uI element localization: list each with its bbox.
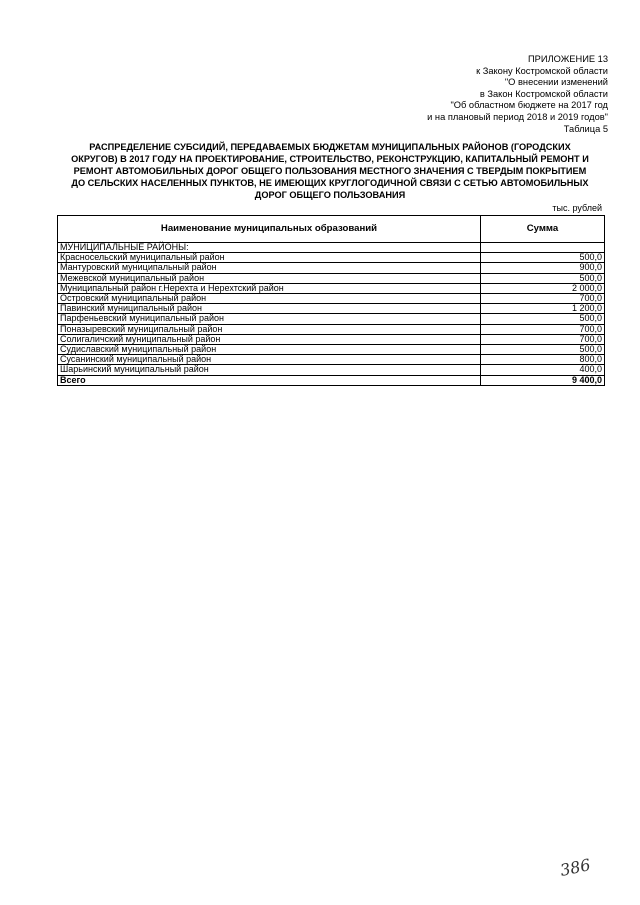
title-line: ДОРОГ ОБЩЕГО ПОЛЬЗОВАНИЯ xyxy=(254,189,406,200)
table-row xyxy=(58,294,605,304)
table-row xyxy=(58,263,605,273)
appendix-line: "О внесении изменений xyxy=(504,77,608,88)
row-sum: 500,0 xyxy=(480,253,604,263)
row-name: Островский муниципальный район xyxy=(58,294,481,304)
row-name: Солигаличский муниципальный район xyxy=(58,334,481,344)
row-name: Межевской муниципальный район xyxy=(58,273,481,283)
appendix-line: в Закон Костромской области xyxy=(479,88,608,99)
table-row xyxy=(58,283,605,293)
row-sum: 500,0 xyxy=(480,345,604,355)
table-row xyxy=(58,253,605,263)
total-label: Всего xyxy=(58,375,481,385)
table-header-row xyxy=(58,216,605,243)
table-row xyxy=(58,273,605,283)
units-label: тыс. рублей xyxy=(552,203,602,213)
table-row xyxy=(58,314,605,324)
row-name: Шарьинский муниципальный район xyxy=(58,365,481,375)
title-line: РЕМОНТ АВТОМОБИЛЬНЫХ ДОРОГ ОБЩЕГО ПОЛЬЗОВАНИЯ МЕСТНОГО ЗНАЧЕНИЯ С ТВЕРДЫМ ПОКРЫТИЕМ xyxy=(73,165,587,176)
row-name: Сусанинский муниципальный район xyxy=(58,355,481,365)
row-sum: 500,0 xyxy=(480,273,604,283)
row-sum: 700,0 xyxy=(480,334,604,344)
total-sum: 9 400,0 xyxy=(480,375,604,385)
row-sum: 400,0 xyxy=(480,365,604,375)
row-sum: 800,0 xyxy=(480,355,604,365)
section-row xyxy=(58,243,605,253)
subsidy-table xyxy=(57,215,605,386)
table-row xyxy=(58,345,605,355)
row-name: Мантуровский муниципальный район xyxy=(58,263,481,273)
table-number: Таблица 5 xyxy=(563,123,608,134)
title-line: ДО СЕЛЬСКИХ НАСЕЛЕННЫХ ПУНКТОВ, НЕ ИМЕЮЩИХ КРУГЛОГОДИЧНОЙ СВЯЗИ С СЕТЬЮ АВТОМОБИЛЬНЫХ xyxy=(71,177,589,188)
table-row xyxy=(58,334,605,344)
table-row xyxy=(58,355,605,365)
table-row xyxy=(58,304,605,314)
row-name: Поназыревский муниципальный район xyxy=(58,324,481,334)
appendix-header xyxy=(308,54,608,135)
row-sum: 1 200,0 xyxy=(480,304,604,314)
appendix-line: к Закону Костромской области xyxy=(476,65,608,76)
header-name: Наименование муниципальных образований xyxy=(58,216,481,243)
total-row xyxy=(58,375,605,385)
document-title xyxy=(50,142,610,202)
row-sum: 500,0 xyxy=(480,314,604,324)
table-row xyxy=(58,324,605,334)
header-sum: Сумма xyxy=(480,216,604,243)
section-sum xyxy=(480,243,604,253)
appendix-line: "Об областном бюджете на 2017 год xyxy=(450,100,608,111)
section-label: МУНИЦИПАЛЬНЫЕ РАЙОНЫ: xyxy=(58,243,481,253)
row-name: Павинский муниципальный район xyxy=(58,304,481,314)
title-line: ОКРУГОВ) В 2017 ГОДУ НА ПРОЕКТИРОВАНИЕ, СТРОИТЕЛЬСТВО, РЕКОНСТРУКЦИЮ, КАПИТАЛЬНЫЙ РЕМОНТ И xyxy=(71,153,589,164)
handwritten-page-number: 386 xyxy=(558,855,593,880)
title-line: РАСПРЕДЕЛЕНИЕ СУБСИДИЙ, ПЕРЕДАВАЕМЫХ БЮДЖЕТАМ МУНИЦИПАЛЬНЫХ РАЙОНОВ (ГОРОДСКИХ xyxy=(89,142,571,152)
row-sum: 700,0 xyxy=(480,294,604,304)
appendix-line: ПРИЛОЖЕНИЕ 13 xyxy=(528,54,608,64)
row-name: Муниципальный район г.Нерехта и Нерехтский район xyxy=(58,283,481,293)
table-row xyxy=(58,365,605,375)
row-name: Парфеньевский муниципальный район xyxy=(58,314,481,324)
row-name: Судиславский муниципальный район xyxy=(58,345,481,355)
row-sum: 700,0 xyxy=(480,324,604,334)
row-name: Красносельский муниципальный район xyxy=(58,253,481,263)
appendix-line: и на плановый период 2018 и 2019 годов" xyxy=(427,111,608,122)
row-sum: 900,0 xyxy=(480,263,604,273)
row-sum: 2 000,0 xyxy=(480,283,604,293)
